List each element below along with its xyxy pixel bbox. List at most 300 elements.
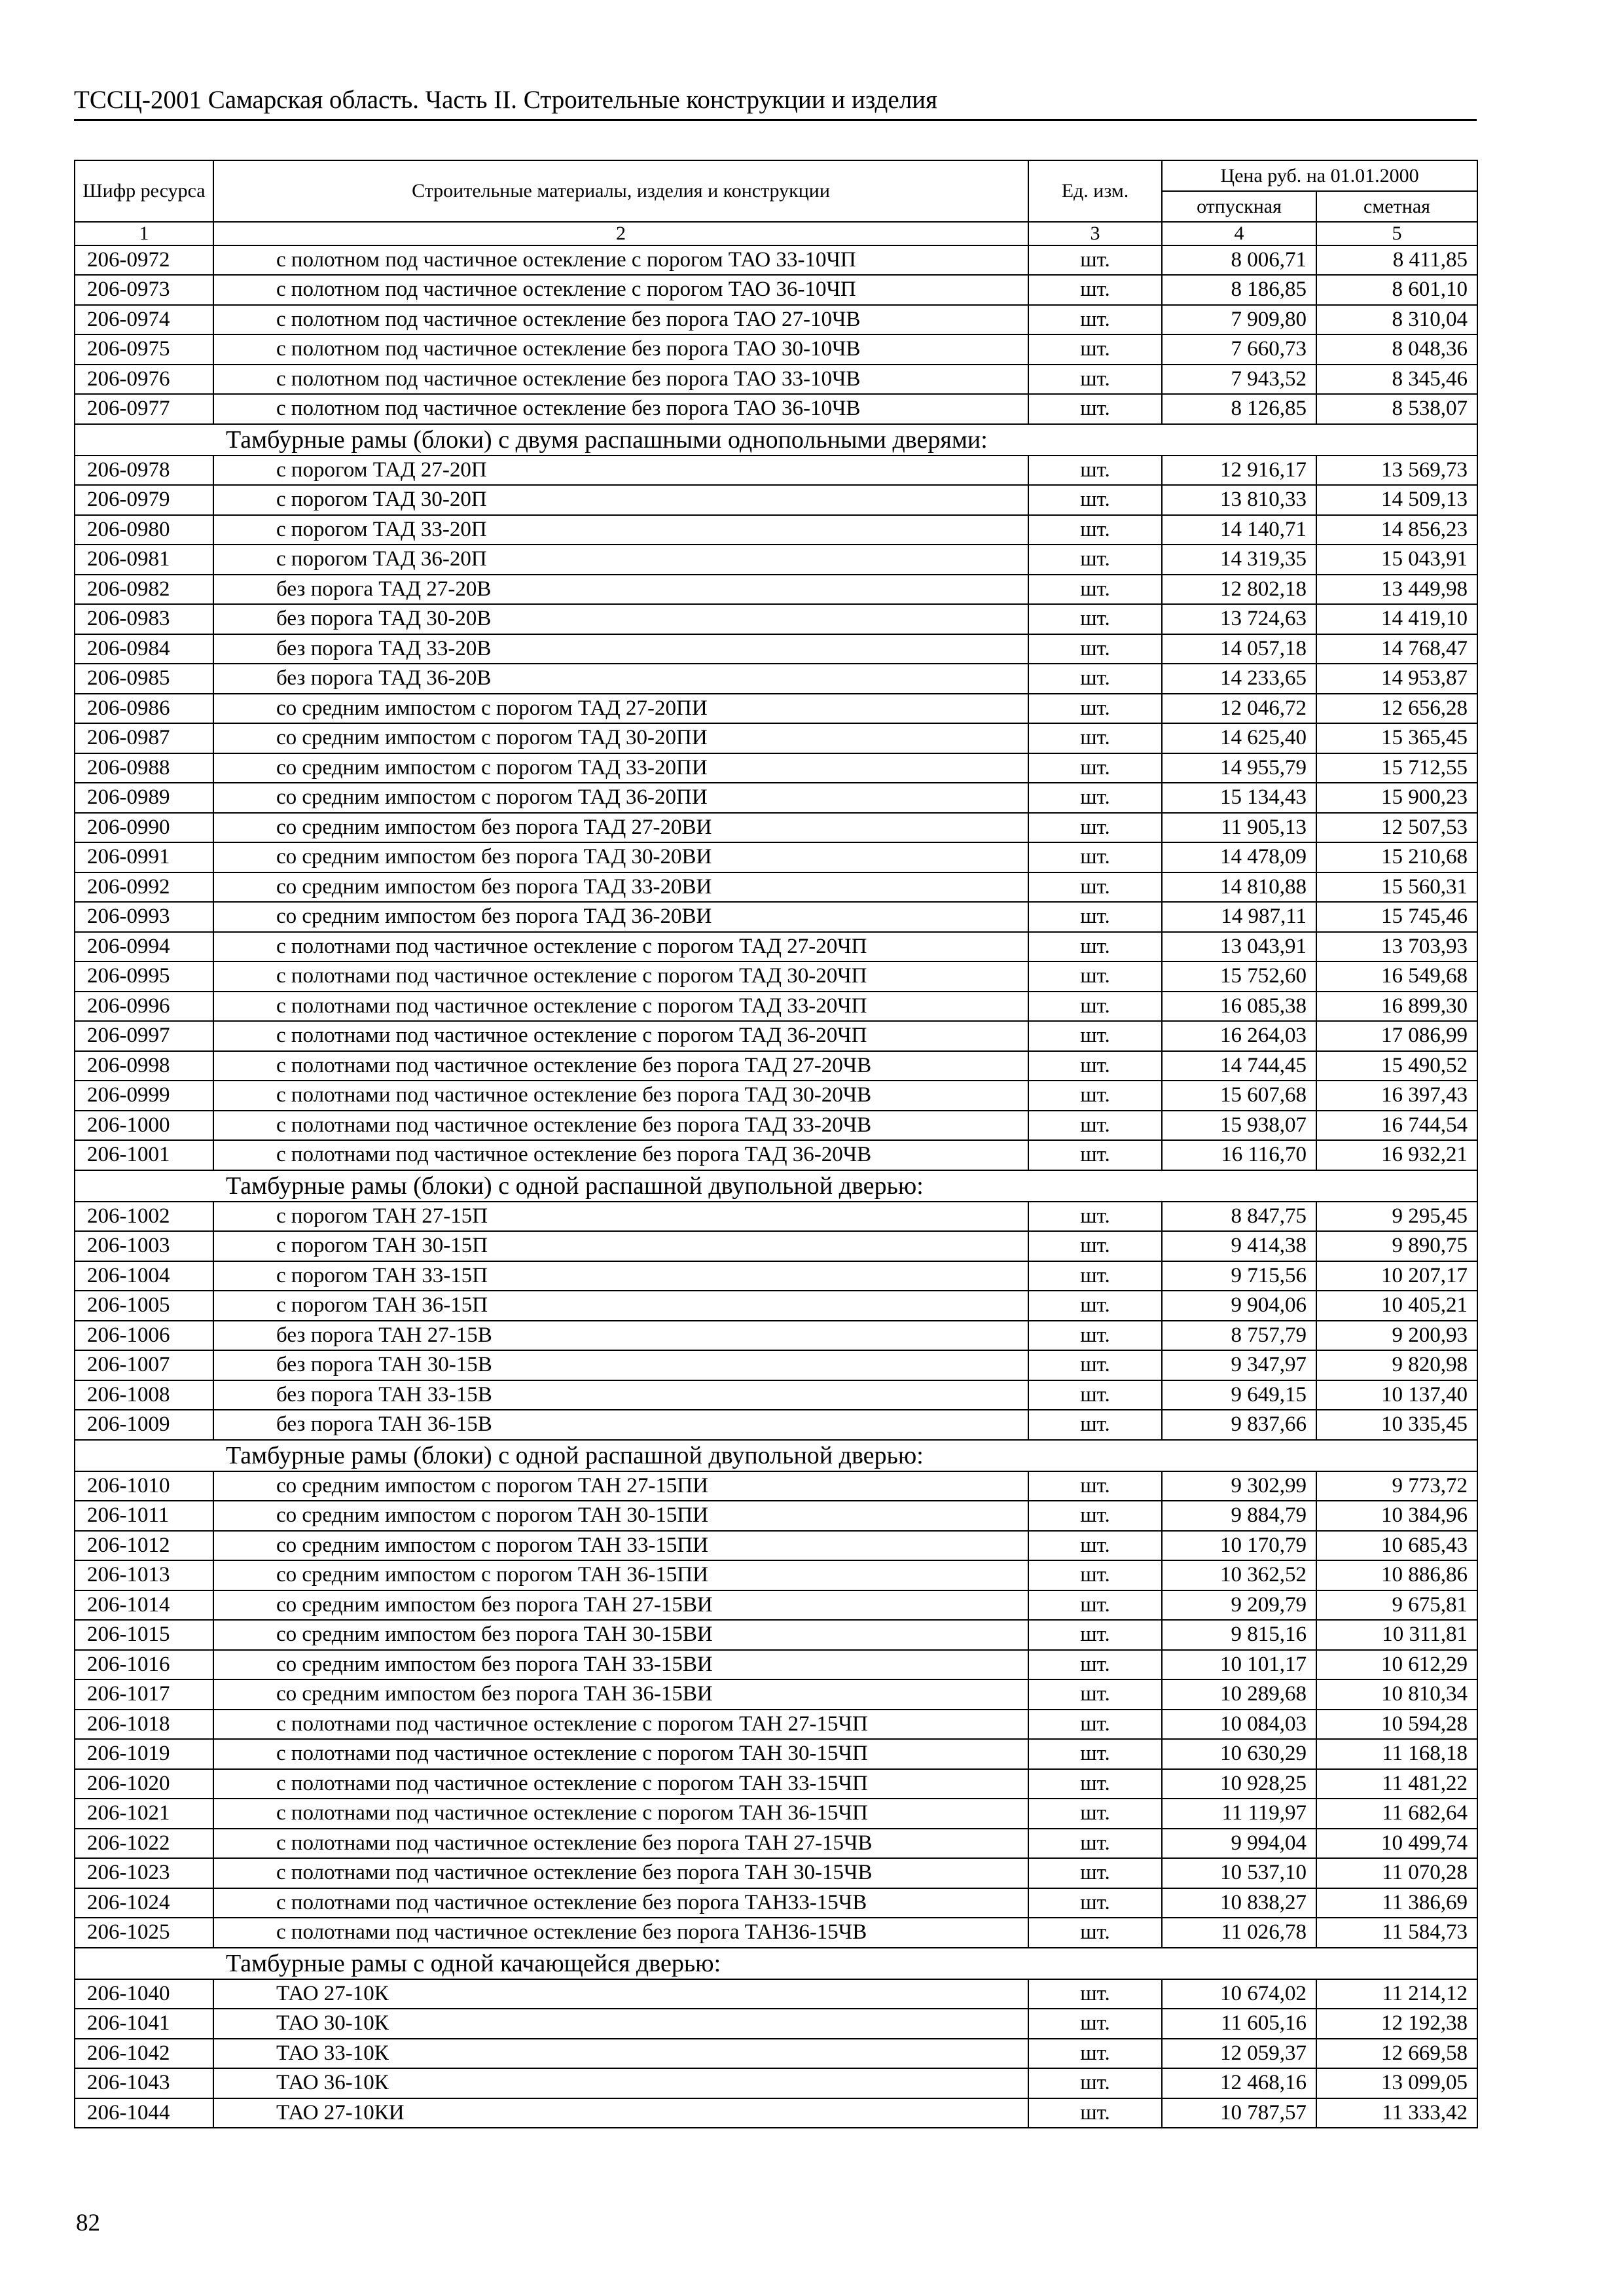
unit: шт. (1028, 1679, 1162, 1710)
release-price: 9 302,99 (1162, 1471, 1316, 1501)
table-row (75, 1350, 1477, 1380)
estimate-price: 8 538,07 (1316, 394, 1477, 424)
unit: шт. (1028, 394, 1162, 424)
unit: шт. (1028, 753, 1162, 783)
table-row (75, 842, 1477, 872)
release-price: 14 987,11 (1162, 902, 1316, 932)
table-row (75, 1261, 1477, 1291)
table-row (75, 664, 1477, 694)
resource-code: 206-1042 (75, 2039, 213, 2069)
table-row (75, 783, 1477, 813)
resource-code: 206-1008 (75, 1380, 213, 1410)
estimate-price: 15 745,46 (1316, 902, 1477, 932)
material-name: с порогом ТАН 33-15П (213, 1261, 1028, 1291)
table-row (75, 485, 1477, 515)
release-price: 10 362,52 (1162, 1560, 1316, 1590)
estimate-price: 11 333,42 (1316, 2098, 1477, 2128)
resource-code: 206-1004 (75, 1261, 213, 1291)
resource-code: 206-0982 (75, 575, 213, 605)
table-row (75, 813, 1477, 843)
unit: шт. (1028, 275, 1162, 305)
material-name: ТАО 27-10К (213, 1979, 1028, 2009)
estimate-price: 14 768,47 (1316, 634, 1477, 664)
table-row (75, 1679, 1477, 1710)
section-heading-row (75, 1170, 1477, 1202)
release-price: 8 757,79 (1162, 1321, 1316, 1351)
table-row (75, 1710, 1477, 1740)
estimate-price: 10 384,96 (1316, 1501, 1477, 1531)
material-name: с полотнами под частичное остекление с порогом ТАН 27-15ЧП (213, 1710, 1028, 1740)
resource-code: 206-0991 (75, 842, 213, 872)
resource-code: 206-0999 (75, 1081, 213, 1111)
material-name: с полотнами под частичное остекление без порога ТАД 36-20ЧВ (213, 1140, 1028, 1170)
table-row (75, 1321, 1477, 1351)
resource-code: 206-1006 (75, 1321, 213, 1351)
release-price: 11 026,78 (1162, 1918, 1316, 1948)
material-name: с порогом ТАН 36-15П (213, 1291, 1028, 1321)
unit: шт. (1028, 664, 1162, 694)
table-row (75, 1650, 1477, 1680)
release-price: 15 752,60 (1162, 961, 1316, 992)
material-name: без порога ТАН 36-15В (213, 1410, 1028, 1440)
release-price: 15 607,68 (1162, 1081, 1316, 1111)
release-price: 14 955,79 (1162, 753, 1316, 783)
release-price: 14 625,40 (1162, 723, 1316, 753)
unit: шт. (1028, 961, 1162, 992)
table-row (75, 2068, 1477, 2098)
unit: шт. (1028, 1261, 1162, 1291)
table-row (75, 1471, 1477, 1501)
estimate-price: 11 481,22 (1316, 1769, 1477, 1799)
material-name: с порогом ТАН 27-15П (213, 1202, 1028, 1232)
estimate-price: 16 899,30 (1316, 992, 1477, 1022)
unit: шт. (1028, 1560, 1162, 1590)
resource-code: 206-0972 (75, 245, 213, 276)
table-row (75, 1979, 1477, 2009)
table-row (75, 1888, 1477, 1918)
resource-code: 206-0975 (75, 334, 213, 365)
resource-code: 206-1022 (75, 1829, 213, 1859)
unit: шт. (1028, 1111, 1162, 1141)
table-row (75, 1620, 1477, 1650)
table-row (75, 932, 1477, 962)
material-name: без порога ТАД 36-20В (213, 664, 1028, 694)
resource-code: 206-1000 (75, 1111, 213, 1141)
table-row (75, 334, 1477, 365)
material-name: со средним импостом с порогом ТАД 27-20ПИ (213, 694, 1028, 724)
resource-code: 206-1012 (75, 1531, 213, 1561)
unit: шт. (1028, 604, 1162, 634)
col-header-price-group: Цена руб. на 01.01.2000 (1162, 160, 1477, 191)
unit: шт. (1028, 813, 1162, 843)
material-name: с полотном под частичное остекление с порогом ТАО 33-10ЧП (213, 245, 1028, 276)
unit: шт. (1028, 515, 1162, 545)
table-row (75, 1081, 1477, 1111)
material-name: ТАО 36-10К (213, 2068, 1028, 2098)
estimate-price: 10 335,45 (1316, 1410, 1477, 1440)
release-price: 16 085,38 (1162, 992, 1316, 1022)
resource-code: 206-1040 (75, 1979, 213, 2009)
estimate-price: 10 137,40 (1316, 1380, 1477, 1410)
estimate-price: 15 365,45 (1316, 723, 1477, 753)
release-price: 16 264,03 (1162, 1021, 1316, 1051)
unit: шт. (1028, 365, 1162, 395)
col-number-4: 4 (1162, 222, 1316, 245)
material-name: со средним импостом с порогом ТАН 27-15ПИ (213, 1471, 1028, 1501)
resource-code: 206-0986 (75, 694, 213, 724)
resource-code: 206-1021 (75, 1799, 213, 1829)
estimate-price: 12 656,28 (1316, 694, 1477, 724)
material-name: с полотнами под частичное остекление без порога ТАД 27-20ЧВ (213, 1051, 1028, 1081)
unit: шт. (1028, 334, 1162, 365)
material-name: со средним импостом без порога ТАД 27-20ВИ (213, 813, 1028, 843)
estimate-price: 13 449,98 (1316, 575, 1477, 605)
release-price: 10 630,29 (1162, 1739, 1316, 1769)
material-name: без порога ТАД 27-20В (213, 575, 1028, 605)
table-row (75, 545, 1477, 575)
release-price: 15 938,07 (1162, 1111, 1316, 1141)
estimate-price: 11 070,28 (1316, 1858, 1477, 1888)
material-name: со средним импостом с порогом ТАД 36-20ПИ (213, 783, 1028, 813)
resource-code: 206-1009 (75, 1410, 213, 1440)
unit: шт. (1028, 1410, 1162, 1440)
estimate-price: 9 200,93 (1316, 1321, 1477, 1351)
unit: шт. (1028, 694, 1162, 724)
resource-code: 206-0985 (75, 664, 213, 694)
resource-code: 206-0997 (75, 1021, 213, 1051)
col-number-3: 3 (1028, 222, 1162, 245)
table-row (75, 992, 1477, 1022)
resource-code: 206-1024 (75, 1888, 213, 1918)
release-price: 12 059,37 (1162, 2039, 1316, 2069)
material-name: с полотнами под частичное остекление без порога ТАД 33-20ЧВ (213, 1111, 1028, 1141)
release-price: 9 884,79 (1162, 1501, 1316, 1531)
estimate-price: 13 703,93 (1316, 932, 1477, 962)
release-price: 8 847,75 (1162, 1202, 1316, 1232)
material-name: со средним импостом без порога ТАД 30-20ВИ (213, 842, 1028, 872)
table-row (75, 515, 1477, 545)
section-heading-row (75, 424, 1477, 456)
material-name: с полотнами под частичное остекление без порога ТАН 30-15ЧВ (213, 1858, 1028, 1888)
resource-code: 206-0998 (75, 1051, 213, 1081)
material-name: с порогом ТАД 30-20П (213, 485, 1028, 515)
table-row (75, 1769, 1477, 1799)
col-header-code: Шифр ресурса (75, 160, 213, 222)
unit: шт. (1028, 1590, 1162, 1621)
table-row (75, 1590, 1477, 1621)
section-heading-row (75, 1948, 1477, 1979)
release-price: 12 468,16 (1162, 2068, 1316, 2098)
table-row (75, 1829, 1477, 1859)
unit: шт. (1028, 1710, 1162, 1740)
unit: шт. (1028, 2009, 1162, 2039)
release-price: 14 810,88 (1162, 872, 1316, 903)
estimate-price: 9 820,98 (1316, 1350, 1477, 1380)
table-row (75, 2009, 1477, 2039)
material-name: без порога ТАН 33-15В (213, 1380, 1028, 1410)
material-name: ТАО 33-10К (213, 2039, 1028, 2069)
unit: шт. (1028, 1979, 1162, 2009)
page-header-title: ТССЦ-2001 Самарская область. Часть II. Строительные конструкции и изделия (74, 86, 937, 114)
resource-code: 206-1001 (75, 1140, 213, 1170)
estimate-price: 15 043,91 (1316, 545, 1477, 575)
material-name: со средним импостом без порога ТАН 30-15ВИ (213, 1620, 1028, 1650)
estimate-price: 8 601,10 (1316, 275, 1477, 305)
resource-code: 206-1016 (75, 1650, 213, 1680)
material-name: без порога ТАД 33-20В (213, 634, 1028, 664)
resource-code: 206-0994 (75, 932, 213, 962)
table-row (75, 961, 1477, 992)
resource-code: 206-1015 (75, 1620, 213, 1650)
material-name: с полотном под частичное остекление без порога ТАО 27-10ЧВ (213, 305, 1028, 335)
estimate-price: 10 612,29 (1316, 1650, 1477, 1680)
estimate-price: 15 210,68 (1316, 842, 1477, 872)
material-name: ТАО 27-10КИ (213, 2098, 1028, 2128)
table-row (75, 275, 1477, 305)
material-name: со средним импостом без порога ТАД 36-20ВИ (213, 902, 1028, 932)
resource-code: 206-1017 (75, 1679, 213, 1710)
unit: шт. (1028, 1918, 1162, 1948)
estimate-price: 8 048,36 (1316, 334, 1477, 365)
material-name: без порога ТАН 27-15В (213, 1321, 1028, 1351)
resource-code: 206-1023 (75, 1858, 213, 1888)
resource-code: 206-0977 (75, 394, 213, 424)
table-row (75, 2098, 1477, 2128)
estimate-price: 11 682,64 (1316, 1799, 1477, 1829)
release-price: 10 674,02 (1162, 1979, 1316, 2009)
estimate-price: 11 168,18 (1316, 1739, 1477, 1769)
release-price: 9 649,15 (1162, 1380, 1316, 1410)
table-row (75, 1111, 1477, 1141)
material-name: со средним импостом без порога ТАД 33-20ВИ (213, 872, 1028, 903)
unit: шт. (1028, 1380, 1162, 1410)
material-name: с полотном под частичное остекление без порога ТАО 33-10ЧВ (213, 365, 1028, 395)
estimate-price: 11 584,73 (1316, 1918, 1477, 1948)
unit: шт. (1028, 1739, 1162, 1769)
section-heading-row (75, 1440, 1477, 1471)
resource-code: 206-0996 (75, 992, 213, 1022)
estimate-price: 12 192,38 (1316, 2009, 1477, 2039)
release-price: 14 140,71 (1162, 515, 1316, 545)
table-row (75, 1291, 1477, 1321)
unit: шт. (1028, 1769, 1162, 1799)
material-name: со средним импостом без порога ТАН 36-15ВИ (213, 1679, 1028, 1710)
unit: шт. (1028, 305, 1162, 335)
col-header-release-price: отпускная (1162, 191, 1316, 222)
release-price: 10 838,27 (1162, 1888, 1316, 1918)
material-name: с полотном под частичное остекление с порогом ТАО 36-10ЧП (213, 275, 1028, 305)
resource-code: 206-0978 (75, 456, 213, 486)
table-row (75, 365, 1477, 395)
release-price: 10 170,79 (1162, 1531, 1316, 1561)
unit: шт. (1028, 1202, 1162, 1232)
table-row (75, 1380, 1477, 1410)
estimate-price: 9 773,72 (1316, 1471, 1477, 1501)
estimate-price: 16 549,68 (1316, 961, 1477, 992)
material-name: со средним импостом с порогом ТАД 30-20ПИ (213, 723, 1028, 753)
unit: шт. (1028, 723, 1162, 753)
table-row (75, 604, 1477, 634)
resource-code: 206-0993 (75, 902, 213, 932)
estimate-price: 10 405,21 (1316, 1291, 1477, 1321)
material-name: с полотнами под частичное остекление без порога ТАН36-15ЧВ (213, 1918, 1028, 1948)
estimate-price: 8 411,85 (1316, 245, 1477, 276)
release-price: 8 186,85 (1162, 275, 1316, 305)
unit: шт. (1028, 1620, 1162, 1650)
table-row (75, 634, 1477, 664)
unit: шт. (1028, 1231, 1162, 1261)
estimate-price: 15 560,31 (1316, 872, 1477, 903)
material-name: с полотнами под частичное остекление без порога ТАД 30-20ЧВ (213, 1081, 1028, 1111)
estimate-price: 8 310,04 (1316, 305, 1477, 335)
estimate-price: 14 856,23 (1316, 515, 1477, 545)
unit: шт. (1028, 872, 1162, 903)
release-price: 10 787,57 (1162, 2098, 1316, 2128)
estimate-price: 15 712,55 (1316, 753, 1477, 783)
release-price: 11 905,13 (1162, 813, 1316, 843)
release-price: 11 605,16 (1162, 2009, 1316, 2039)
resource-code: 206-0987 (75, 723, 213, 753)
release-price: 10 101,17 (1162, 1650, 1316, 1680)
unit: шт. (1028, 1829, 1162, 1859)
release-price: 10 537,10 (1162, 1858, 1316, 1888)
unit: шт. (1028, 1858, 1162, 1888)
price-table (74, 160, 1478, 2128)
material-name: с полотнами под частичное остекление с порогом ТАД 30-20ЧП (213, 961, 1028, 992)
section-heading: Тамбурные рамы (блоки) с двумя распашными однопольными дверями: (75, 424, 1477, 456)
estimate-price: 10 311,81 (1316, 1620, 1477, 1650)
material-name: со средним импостом с порогом ТАД 33-20ПИ (213, 753, 1028, 783)
resource-code: 206-0983 (75, 604, 213, 634)
release-price: 13 810,33 (1162, 485, 1316, 515)
resource-code: 206-0992 (75, 872, 213, 903)
resource-code: 206-1020 (75, 1769, 213, 1799)
table-row (75, 723, 1477, 753)
resource-code: 206-0981 (75, 545, 213, 575)
table-row (75, 1739, 1477, 1769)
table-row (75, 1918, 1477, 1948)
unit: шт. (1028, 1888, 1162, 1918)
estimate-price: 11 386,69 (1316, 1888, 1477, 1918)
material-name: ТАО 30-10К (213, 2009, 1028, 2039)
table-row (75, 1501, 1477, 1531)
resource-code: 206-1002 (75, 1202, 213, 1232)
unit: шт. (1028, 1471, 1162, 1501)
estimate-price: 10 499,74 (1316, 1829, 1477, 1859)
section-heading: Тамбурные рамы с одной качающейся дверью: (75, 1948, 1477, 1979)
table-row (75, 245, 1477, 276)
estimate-price: 14 419,10 (1316, 604, 1477, 634)
material-name: со средним импостом с порогом ТАН 33-15ПИ (213, 1531, 1028, 1561)
release-price: 13 043,91 (1162, 932, 1316, 962)
estimate-price: 9 890,75 (1316, 1231, 1477, 1261)
col-header-unit: Ед. изм. (1028, 160, 1162, 222)
release-price: 14 478,09 (1162, 842, 1316, 872)
unit: шт. (1028, 932, 1162, 962)
unit: шт. (1028, 2039, 1162, 2069)
table-row (75, 305, 1477, 335)
release-price: 12 916,17 (1162, 456, 1316, 486)
material-name: с полотнами под частичное остекление с порогом ТАД 36-20ЧП (213, 1021, 1028, 1051)
release-price: 14 744,45 (1162, 1051, 1316, 1081)
material-name: с порогом ТАД 27-20П (213, 456, 1028, 486)
resource-code: 206-1003 (75, 1231, 213, 1261)
release-price: 8 006,71 (1162, 245, 1316, 276)
estimate-price: 15 900,23 (1316, 783, 1477, 813)
release-price: 9 209,79 (1162, 1590, 1316, 1621)
resource-code: 206-0974 (75, 305, 213, 335)
resource-code: 206-0980 (75, 515, 213, 545)
resource-code: 206-1019 (75, 1739, 213, 1769)
resource-code: 206-1014 (75, 1590, 213, 1621)
material-name: с полотнами под частичное остекление с порогом ТАД 33-20ЧП (213, 992, 1028, 1022)
estimate-price: 10 886,86 (1316, 1560, 1477, 1590)
table-row (75, 1140, 1477, 1170)
material-name: с порогом ТАН 30-15П (213, 1231, 1028, 1261)
resource-code: 206-1041 (75, 2009, 213, 2039)
resource-code: 206-0984 (75, 634, 213, 664)
release-price: 12 046,72 (1162, 694, 1316, 724)
unit: шт. (1028, 1799, 1162, 1829)
material-name: без порога ТАН 30-15В (213, 1350, 1028, 1380)
unit: шт. (1028, 1350, 1162, 1380)
release-price: 9 994,04 (1162, 1829, 1316, 1859)
price-table-head (75, 160, 1477, 245)
material-name: со средним импостом с порогом ТАН 36-15ПИ (213, 1560, 1028, 1590)
table-row (75, 1021, 1477, 1051)
table-row (75, 2039, 1477, 2069)
resource-code: 206-1013 (75, 1560, 213, 1590)
resource-code: 206-1007 (75, 1350, 213, 1380)
estimate-price: 13 099,05 (1316, 2068, 1477, 2098)
material-name: со средним импостом без порога ТАН 33-15ВИ (213, 1650, 1028, 1680)
unit: шт. (1028, 2098, 1162, 2128)
resource-code: 206-0988 (75, 753, 213, 783)
unit: шт. (1028, 1531, 1162, 1561)
estimate-price: 10 685,43 (1316, 1531, 1477, 1561)
estimate-price: 16 744,54 (1316, 1111, 1477, 1141)
unit: шт. (1028, 1650, 1162, 1680)
table-row (75, 872, 1477, 903)
unit: шт. (1028, 545, 1162, 575)
release-price: 15 134,43 (1162, 783, 1316, 813)
section-heading: Тамбурные рамы (блоки) с одной распашной двупольной дверью: (75, 1440, 1477, 1471)
estimate-price: 14 953,87 (1316, 664, 1477, 694)
table-row (75, 1531, 1477, 1561)
resource-code: 206-1018 (75, 1710, 213, 1740)
material-name: с полотнами под частичное остекление с порогом ТАН 30-15ЧП (213, 1739, 1028, 1769)
table-row (75, 456, 1477, 486)
release-price: 9 347,97 (1162, 1350, 1316, 1380)
unit: шт. (1028, 245, 1162, 276)
release-price: 14 233,65 (1162, 664, 1316, 694)
release-price: 11 119,97 (1162, 1799, 1316, 1829)
unit: шт. (1028, 783, 1162, 813)
material-name: с полотнами под частичное остекление без порога ТАН33-15ЧВ (213, 1888, 1028, 1918)
estimate-price: 15 490,52 (1316, 1051, 1477, 1081)
unit: шт. (1028, 634, 1162, 664)
col-number-2: 2 (213, 222, 1028, 245)
estimate-price: 11 214,12 (1316, 1979, 1477, 2009)
material-name: с порогом ТАД 36-20П (213, 545, 1028, 575)
resource-code: 206-1011 (75, 1501, 213, 1531)
estimate-price: 9 675,81 (1316, 1590, 1477, 1621)
table-row (75, 394, 1477, 424)
unit: шт. (1028, 1051, 1162, 1081)
material-name: со средним импостом с порогом ТАН 30-15ПИ (213, 1501, 1028, 1531)
unit: шт. (1028, 1140, 1162, 1170)
estimate-price: 14 509,13 (1316, 485, 1477, 515)
